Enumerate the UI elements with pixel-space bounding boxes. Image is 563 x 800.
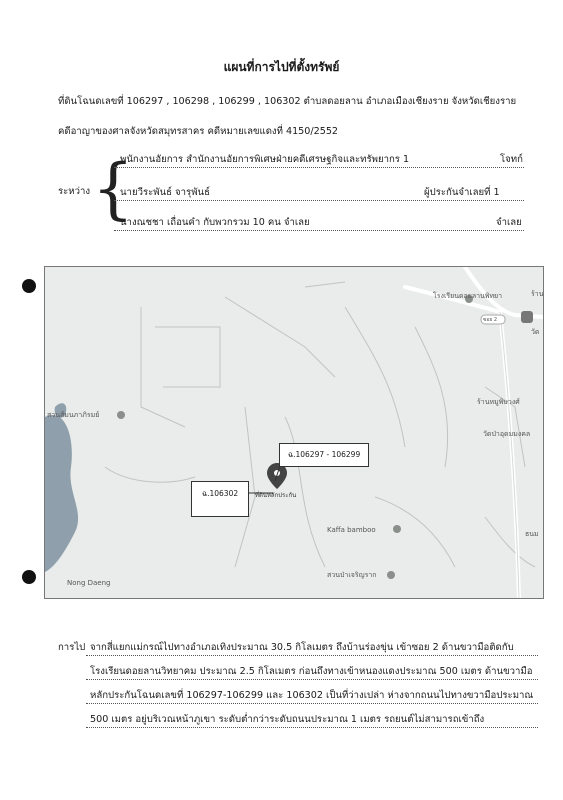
map-label-right-bottom: ธนม: [525, 530, 539, 538]
page-title: แผนที่การไปที่ตั้งทรัพย์: [223, 60, 340, 74]
map-label-orchard: สวนป่าเจริญราก: [327, 571, 377, 579]
case-line: คดีอาญาของศาลจังหวัดสมุทรสาคร คดีหมายเลขแดงที่ 4150/2552: [58, 126, 339, 137]
directions-line-2: โรงเรียนดอยลานวิทยาคม ประมาณ 2.5 กิโลเมตร ก่อนถึงทางเข้าหนองแดงประมาณ 500 เมตร ด้านขวามือ: [90, 666, 533, 677]
deed-line: ที่ดินโฉนดเลขที่ 106297 , 106298 , 106299 , 106302 ตำบลดอยลาน อำเภอเมืองเชียงราย จังหวัดเชียงราย: [58, 96, 517, 107]
map-label-cafe: Kaffa bamboo: [327, 526, 376, 534]
directions-line-3: หลักประกันโฉนดเลขที่ 106297-106299 และ 106302 เป็นที่ว่างเปล่า ห่างจากถนนไปทางขวามือประมาณ: [90, 690, 534, 701]
between-label: ระหว่าง: [58, 186, 91, 197]
map-label-road-sign: ซอย 2: [483, 317, 498, 323]
map-label-temple: วัดป่าอุดมมงคล: [483, 430, 531, 438]
map-canvas: [45, 267, 543, 598]
orchard-marker: [387, 571, 395, 579]
party-2-role: ผู้ประกันจำเลยที่ 1: [424, 187, 500, 198]
map-label-lake: Nong Daeng: [67, 579, 111, 587]
location-map[interactable]: [44, 266, 544, 599]
map-label-right-mid: วัด: [531, 328, 540, 336]
directions-label: การไป: [58, 642, 86, 653]
map-label-pin-caption: ที่ดินหลักประกัน: [255, 492, 297, 499]
directions-line-1: จากสี่แยกแม่กรณ์ไปทางอำเภอเทิงประมาณ 30.5 กิโลเมตร ถึงบ้านร่องขุ่น เข้าซอย 2 ด้านขวามือติดกับ: [90, 642, 514, 653]
map-label-garden: สวนส้มนภาภิรมย์: [47, 411, 100, 419]
party-1-role: โจทก์: [500, 154, 523, 165]
map-label-right-top: ร้าน: [531, 290, 544, 298]
party-3-role: จำเลย: [496, 217, 522, 228]
brace-symbol: {: [92, 150, 134, 227]
map-tracks: [105, 282, 535, 567]
map-label-shop: ร้านหมูพิษวงศ์: [477, 398, 520, 406]
directions-line-4: 500 เมตร อยู่บริเวณหน้าภูเขา ระดับต่ำกว่าระดับถนนประมาณ 1 เมตร รถยนต์ไม่สามารถเข้าถึง: [90, 714, 485, 725]
punch-hole-top: [22, 279, 36, 293]
callout-deeds-106297-106299: ฉ.106297 - 106299: [279, 443, 369, 467]
map-label-school: โรงเรียนดอยลานพิทยา: [433, 292, 503, 300]
punch-hole-bottom: [22, 570, 36, 584]
party-2-name: นายวีระพันธ์ จารุพันธ์: [120, 187, 210, 198]
cafe-marker: [393, 525, 401, 533]
lake-shape: [45, 415, 78, 572]
callout-deed-106302: ฉ.106302: [191, 481, 249, 517]
garden-marker: [117, 411, 125, 419]
junction-marker: [521, 311, 533, 323]
party-3-name: นางณชชา เถื่อนคำ กับพวกรวม 10 คน จำเลย: [120, 217, 310, 228]
party-1-name: พนักงานอัยการ สำนักงานอัยการพิเศษฝ่ายคดีเศรษฐกิจและทรัพยากร 1: [120, 154, 410, 165]
